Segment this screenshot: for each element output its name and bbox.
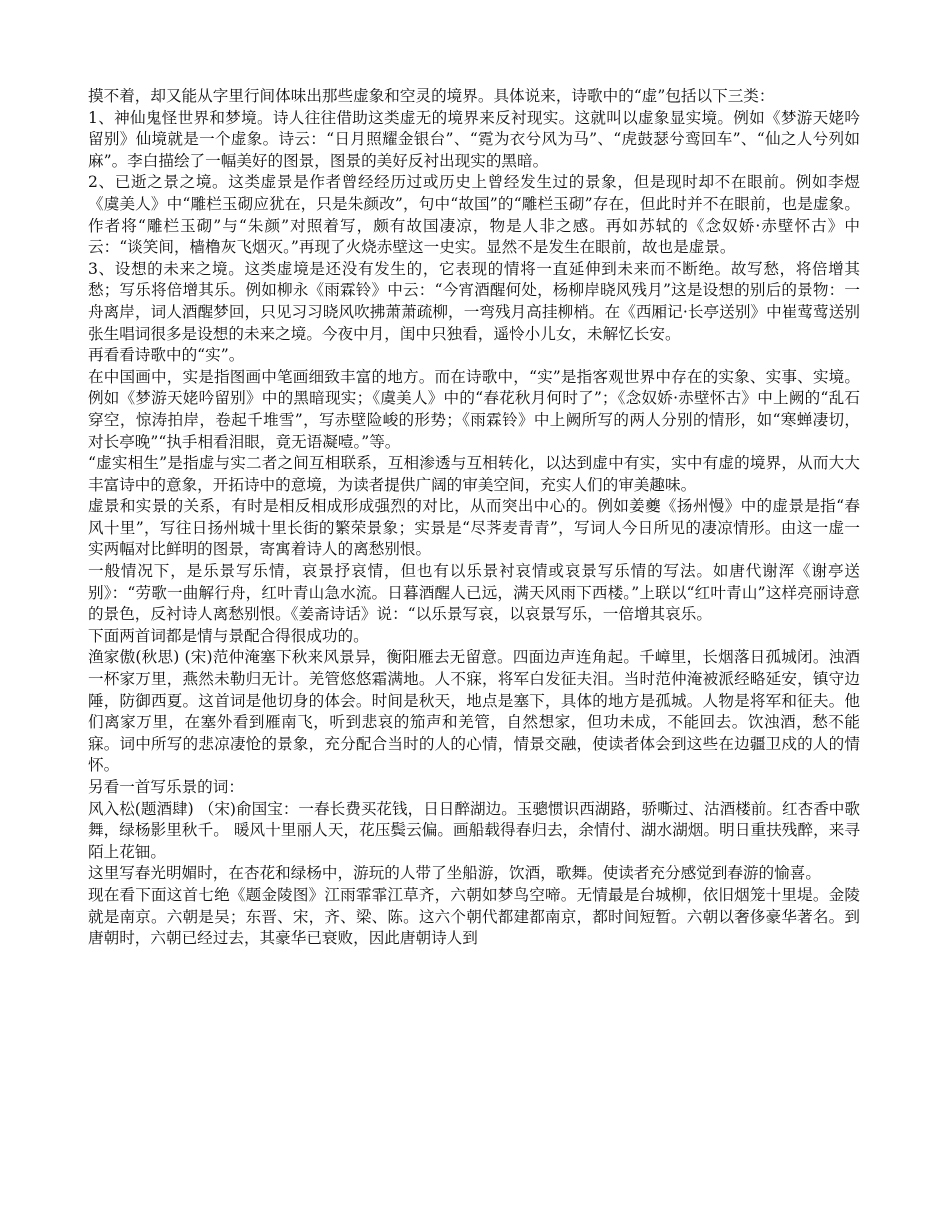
paragraph-xushi-xiangsheng: “虚实相生”是指虚与实二者之间互相联系，互相渗透与互相转化，以达到虚中有实，实中有虚的境界，从而大大丰富诗中的意象，开拓诗中的意境，为读者提供广阔的审美空间，充实人们的审美趣味。 <box>88 454 860 494</box>
paragraph-item-2: 2、已逝之景之境。这类虚景是作者曾经经历过或历史上曾经发生过的景象，但是现时却不在眼前。例如李煜《虞美人》中“雕栏玉砌应犹在，只是朱颜改”，句中“故国”的“雕栏玉砌”存在，但此时并不在眼前，也是虚象。作者将“雕栏玉砌”与“朱颜”对照着写，颇有故国凄凉，物是人非之感。再如苏轼的《念奴娇·赤壁怀古》中云：“谈笑间，樯橹灰飞烟灭。”再现了火烧赤壁这一史实。显然不是发生在眼前，故也是虚景。 <box>88 173 860 257</box>
paragraph-shi-heading: 再看看诗歌中的“实”。 <box>88 346 245 365</box>
paragraph-jinling: 现在看下面这首七绝《题金陵图》江雨霏霏江草齐，六朝如梦鸟空啼。无情最是台城柳，依旧烟笼十里堤。金陵就是南京。六朝是吴；东晋、宋，齐、梁、陈。这六个朝代都建都南京，都时间短暂。六朝以奢侈豪华著名。到唐朝时，六朝已经过去，其豪华已衰败，因此唐朝诗人到 <box>88 885 860 948</box>
document-body <box>88 86 860 950</box>
paragraph-lejing-aiqing: 一般情况下，是乐景写乐情，哀景抒哀情，但也有以乐景衬哀情或哀景写乐情的写法。如唐代谢浑《谢亭送别》：“劳歌一曲解行舟，红叶青山急水流。日暮酒醒人已远，满天风雨下西楼。”上联以“红叶青山”这样亮丽诗意的景色，反衬诗人离愁别恨。《姜斋诗话》说：“以乐景写哀，以哀景写乐，一倍增其哀乐。 <box>88 562 860 624</box>
paragraph-xujing-shijing: 虚景和实景的关系，有时是相反相成形成强烈的对比，从而突出中心的。例如姜夔《扬州慢》中的虚景是指“春风十里”，写往日扬州城十里长街的繁荣景象；实景是“尽荠麦青青”，写词人今日所见的凄凉情形。由这一虚一实两幅对比鲜明的图景，寄寓着诗人的离愁别恨。 <box>88 497 860 559</box>
paragraph-two-ci-intro: 下面两首词都是情与景配合得很成功的。 <box>88 626 369 645</box>
paragraph-fengrusong: 风入松(题酒肆) （宋)俞国宝：一春长费买花钱，日日醉湖边。玉骢惯识西湖路，骄嘶过、沽酒楼前。红杏香中歌舞，绿杨影里秋千。 暖风十里丽人天，花压鬓云偏。画船载得春归去，余情付、湖水湖烟。明日重扶残醉，来寻陌上花钿。 <box>88 799 860 861</box>
paragraph-chunyou: 这里写春光明媚时，在杏花和绿杨中，游玩的人带了坐船游，饮酒，歌舞。使读者充分感觉到春游的愉喜。 <box>88 864 821 883</box>
paragraph-item-3: 3、设想的未来之境。这类虚境是还没有发生的，它表现的情将一直延伸到未来而不断绝。故写愁，将倍增其愁；写乐将倍增其乐。例如柳永《雨霖铃》中云：“今宵酒醒何处，杨柳岸晓风残月”这是设想的别后的景物：一舟离岸，词人酒醒梦回，只见习习晓风吹拂萧萧疏柳，一弯残月高挂柳梢。在《西厢记·长亭送别》中崔莺莺送别张生唱词很多是设想的未来之境。今夜中月，闺中只独看，遥怜小儿女，未解忆长安。 <box>88 259 860 343</box>
paragraph-shi-definition: 在中国画中，实是指图画中笔画细致丰富的地方。而在诗歌中，“实”是指客观世界中存在的实象、实事、实境。例如《梦游天姥吟留别》中的黑暗现实；《虞美人》中的“春花秋月何时了”；《念奴娇·赤壁怀古》中上阙的“乱石穿空，惊涛拍岸，卷起千堆雪”，写赤壁险峻的形势；《雨霖铃》中上阙所写的两人分别的情形，如“寒蝉凄切，对长亭晚”“执手相看泪眼，竟无语凝噎。”等。 <box>88 367 860 451</box>
paragraph-item-1: 1、神仙鬼怪世界和梦境。诗人往往借助这类虚无的境界来反衬现实。这就叫以虚象显实境。例如《梦游天姥吟留别》仙境就是一个虚象。诗云：“日月照耀金银台”、“霓为衣兮风为马”、“虎鼓瑟兮鸾回车”、“仙之人兮列如麻”。李白描绘了一幅美好的图景，图景的美好反衬出现实的黑暗。 <box>88 108 860 170</box>
paragraph-intro: 摸不着，却又能从字里行间体味出那些虚象和空灵的境界。具体说来，诗歌中的“虚”包括以下三类： <box>88 87 775 105</box>
paragraph-yujiaao: 渔家傲(秋思) (宋)范仲淹塞下秋来风景异，衡阳雁去无留意。四面边声连角起。千嶂里，长烟落日孤城闭。浊酒一杯家万里，燕然未勒归无计。羌管悠悠霜满地。人不寐，将军白发征夫泪。当时范仲淹被派经略延安，镇守边陲，防御西夏。这首词是他切身的体会。时间是秋天，地点是塞下，具体的地方是孤城。人物是将军和征夫。他们离家万里，在塞外看到雁南飞，听到悲哀的笳声和羌管，自然想家，但功未成，不能回去。饮浊酒，愁不能寐。词中所写的悲凉凄怆的景象，充分配合当时的人的心情，情景交融，使读者体会到这些在边疆卫戍的人的情怀。 <box>88 648 860 775</box>
paragraph-lejing-intro: 另看一首写乐景的词： <box>88 778 244 796</box>
